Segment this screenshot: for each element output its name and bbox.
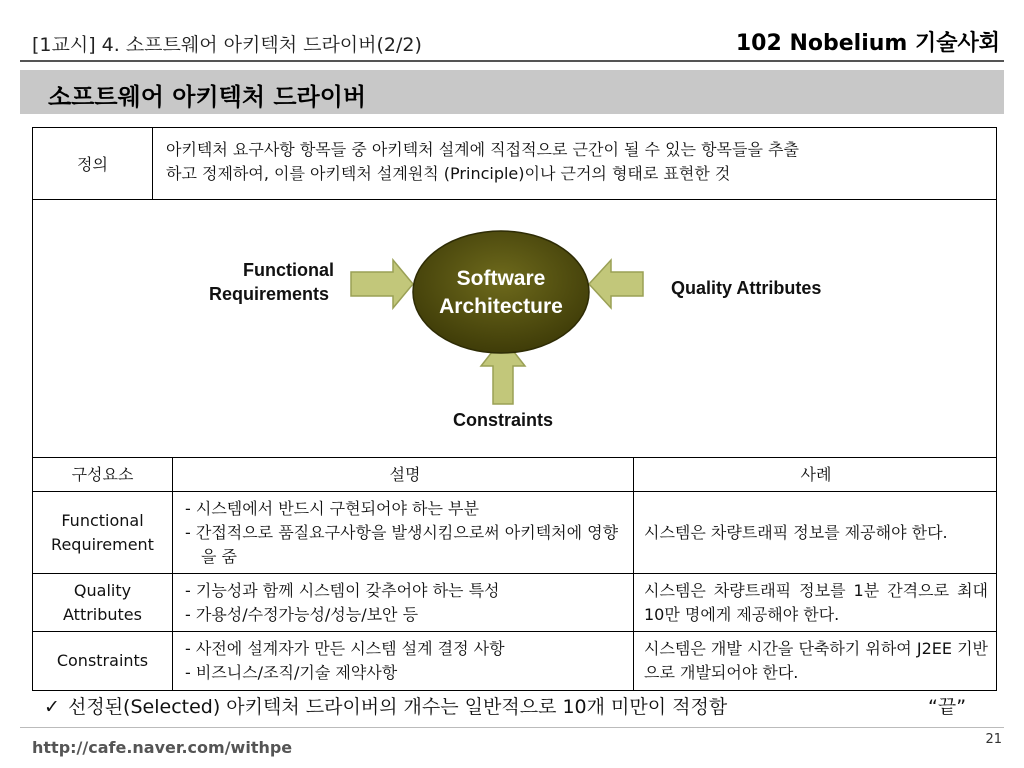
components-table <box>32 457 997 691</box>
row-name: Functional Requirement <box>33 492 173 574</box>
description-item: - 시스템에서 반드시 구현되어야 하는 부분 <box>185 498 479 518</box>
definition-table <box>32 127 997 200</box>
description-item: - 가용성/수정가능성/성능/보안 등 <box>185 604 419 624</box>
diagram-svg <box>33 198 995 458</box>
row-name: Constraints <box>33 632 173 691</box>
table-row <box>33 492 997 574</box>
right-arrow-icon <box>589 260 643 308</box>
section-title: 소프트웨어 아키텍처 드라이버 <box>48 83 367 111</box>
footer-divider <box>20 727 1004 728</box>
header-component: 구성요소 <box>33 458 173 492</box>
architecture-diagram <box>32 198 997 458</box>
row-description <box>173 492 634 574</box>
brand-label: 102 Nobelium 기술사회 <box>735 31 1000 56</box>
slide-header <box>20 22 1004 62</box>
center-label-line2: Architecture <box>439 295 563 318</box>
definition-text <box>166 138 991 186</box>
row-description <box>173 574 634 632</box>
right-label: Quality Attributes <box>671 278 822 298</box>
end-mark: “끝” <box>928 696 967 718</box>
section-banner <box>20 70 1004 114</box>
footer-url: http://cafe.naver.com/withpe <box>32 738 293 757</box>
row-name: Quality Attributes <box>33 574 173 632</box>
page-number: 21 <box>985 732 1002 747</box>
row-example: 시스템은 개발 시간을 단축하기 위하여 J2EE 기반으로 개발되어야 한다. <box>634 632 997 691</box>
description-item: - 간접적으로 품질요구사항을 발생시킴으로써 아키텍처에 영향을 줌 <box>185 522 619 566</box>
row-example: 시스템은 차량트래픽 정보를 1분 간격으로 최대 10만 명에게 제공해야 한다. <box>634 574 997 632</box>
left-label-line1: Functional <box>243 260 334 280</box>
header-example: 사례 <box>634 458 997 492</box>
header-description: 설명 <box>173 458 634 492</box>
definition-text-line1: 아키텍처 요구사항 항목들 중 아키텍처 설계에 직접적으로 근간이 될 수 있는 항목들을 추출 <box>166 140 799 159</box>
definition-label: 정의 <box>33 128 153 199</box>
left-arrow-icon <box>351 260 413 308</box>
checkmark-icon: ✓ <box>44 696 60 718</box>
bottom-label: Constraints <box>452 410 554 430</box>
table-row <box>33 632 997 691</box>
header-divider <box>20 60 1004 62</box>
description-item: - 사전에 설계자가 만든 시스템 설계 결정 사항 <box>185 639 505 658</box>
description-item: - 비즈니스/조직/기술 제약사항 <box>185 663 398 682</box>
left-label-line2: Requirements <box>209 284 330 304</box>
definition-text-line2: 하고 정제하여, 이를 아키텍처 설계원칙 (Principle)이나 근거의 형태로 표현한 것 <box>166 164 731 183</box>
selection-note <box>44 692 727 719</box>
center-label-line1: Software <box>456 267 546 290</box>
note-text: 선정된(Selected) 아키텍처 드라이버의 개수는 일반적으로 10개 미만이 적정함 <box>68 696 728 718</box>
row-description <box>173 632 634 691</box>
table-row <box>33 574 997 632</box>
slide-title: [1교시] 4. 소프트웨어 아키텍처 드라이버(2/2) <box>32 34 422 56</box>
description-item: - 기능성과 함께 시스템이 갖추어야 하는 특성 <box>185 580 500 600</box>
table-header-row <box>33 458 997 492</box>
row-example: 시스템은 차량트래픽 정보를 제공해야 한다. <box>634 492 997 574</box>
software-architecture-ellipse <box>413 231 589 353</box>
